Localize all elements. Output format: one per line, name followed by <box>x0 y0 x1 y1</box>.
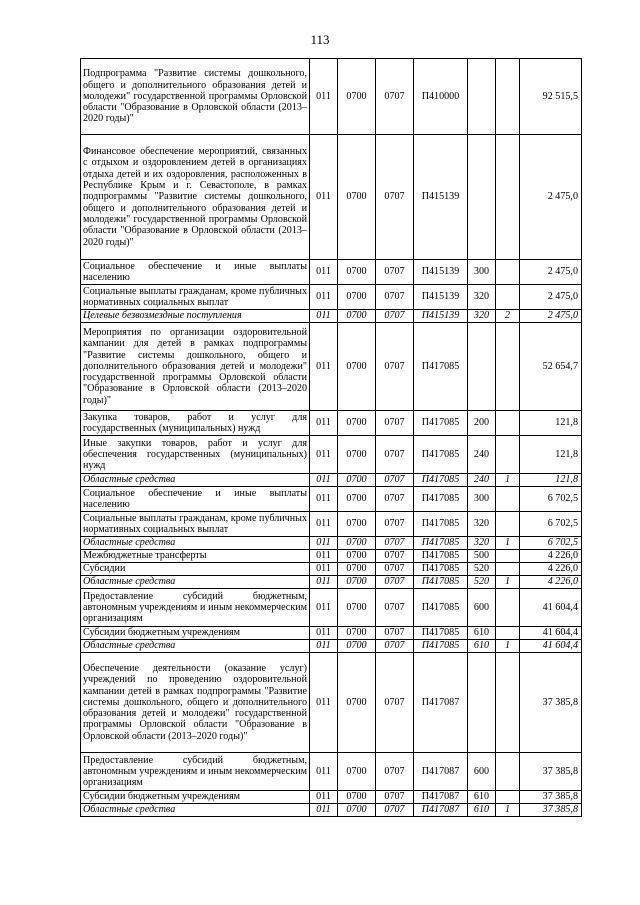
row-name-cell: Иные закупки товаров, работ и услуг для обеспечения государственных (муниципальных) нужд <box>81 436 310 474</box>
table-row <box>81 285 582 310</box>
row-name-cell: Социальные выплаты гражданам, кроме публичных нормативных социальных выплат <box>81 285 310 310</box>
target-article-cell: П417087 <box>414 753 468 791</box>
funding-source-cell: 1 <box>496 537 520 550</box>
row-name-cell: Социальное обеспечение и иные выплаты населению <box>81 260 310 285</box>
funding-source-cell <box>496 260 520 285</box>
table-row <box>81 804 582 817</box>
subsection-code-cell: 0707 <box>376 411 414 436</box>
admin-code-cell: 011 <box>310 260 338 285</box>
target-article-cell: П415139 <box>414 260 468 285</box>
target-article-cell: П417085 <box>414 640 468 653</box>
subsection-code-cell: 0707 <box>376 753 414 791</box>
row-name-cell: Субсидии бюджетным учреждениям <box>81 791 310 804</box>
section-code-cell: 0700 <box>338 537 376 550</box>
funding-source-cell: 1 <box>496 640 520 653</box>
section-code-cell: 0700 <box>338 260 376 285</box>
amount-cell: 6 702,5 <box>520 512 582 537</box>
expense-type-cell: 610 <box>468 627 496 640</box>
table-row <box>81 59 582 135</box>
funding-source-cell: 1 <box>496 576 520 589</box>
expense-type-cell: 520 <box>468 576 496 589</box>
subsection-code-cell: 0707 <box>376 627 414 640</box>
admin-code-cell: 011 <box>310 59 338 135</box>
subsection-code-cell: 0707 <box>376 135 414 260</box>
subsection-code-cell: 0707 <box>376 576 414 589</box>
table-row <box>81 653 582 753</box>
subsection-code-cell: 0707 <box>376 512 414 537</box>
admin-code-cell: 011 <box>310 753 338 791</box>
section-code-cell: 0700 <box>338 59 376 135</box>
amount-cell: 52 654,7 <box>520 323 582 411</box>
funding-source-cell <box>496 135 520 260</box>
amount-cell: 2 475,0 <box>520 135 582 260</box>
table-row <box>81 474 582 487</box>
amount-cell: 41 604,4 <box>520 640 582 653</box>
row-name-cell: Предоставление субсидий бюджетным, автономным учреждениям и иным некоммерческим организациям <box>81 589 310 627</box>
target-article-cell: П415139 <box>414 310 468 323</box>
table-row <box>81 753 582 791</box>
row-name-cell: Предоставление субсидий бюджетным, автономным учреждениям и иным некоммерческим организациям <box>81 753 310 791</box>
table-row <box>81 512 582 537</box>
funding-source-cell <box>496 436 520 474</box>
expense-type-cell <box>468 135 496 260</box>
admin-code-cell: 011 <box>310 474 338 487</box>
expense-type-cell: 320 <box>468 310 496 323</box>
admin-code-cell: 011 <box>310 653 338 753</box>
expense-type-cell: 320 <box>468 285 496 310</box>
subsection-code-cell: 0707 <box>376 474 414 487</box>
target-article-cell: П417085 <box>414 627 468 640</box>
funding-source-cell <box>496 589 520 627</box>
expense-type-cell: 240 <box>468 436 496 474</box>
funding-source-cell <box>496 753 520 791</box>
funding-source-cell <box>496 487 520 512</box>
amount-cell: 37 385,8 <box>520 791 582 804</box>
subsection-code-cell: 0707 <box>376 285 414 310</box>
table-row <box>81 411 582 436</box>
target-article-cell: П417085 <box>414 487 468 512</box>
target-article-cell: П417085 <box>414 576 468 589</box>
target-article-cell: П417085 <box>414 512 468 537</box>
subsection-code-cell: 0707 <box>376 487 414 512</box>
amount-cell: 4 226,0 <box>520 550 582 563</box>
funding-source-cell <box>496 411 520 436</box>
row-name-cell: Областные средства <box>81 474 310 487</box>
funding-source-cell <box>496 285 520 310</box>
expense-type-cell: 300 <box>468 487 496 512</box>
subsection-code-cell: 0707 <box>376 550 414 563</box>
amount-cell: 37 385,8 <box>520 804 582 817</box>
subsection-code-cell: 0707 <box>376 640 414 653</box>
admin-code-cell: 011 <box>310 589 338 627</box>
target-article-cell: П417085 <box>414 436 468 474</box>
section-code-cell: 0700 <box>338 310 376 323</box>
section-code-cell: 0700 <box>338 474 376 487</box>
section-code-cell: 0700 <box>338 753 376 791</box>
admin-code-cell: 011 <box>310 285 338 310</box>
table-row <box>81 487 582 512</box>
row-name-cell: Субсидии <box>81 563 310 576</box>
amount-cell: 121,8 <box>520 436 582 474</box>
admin-code-cell: 011 <box>310 135 338 260</box>
section-code-cell: 0700 <box>338 563 376 576</box>
section-code-cell: 0700 <box>338 589 376 627</box>
row-name-cell: Субсидии бюджетным учреждениям <box>81 627 310 640</box>
subsection-code-cell: 0707 <box>376 563 414 576</box>
expense-type-cell: 600 <box>468 589 496 627</box>
table-row <box>81 260 582 285</box>
amount-cell: 2 475,0 <box>520 310 582 323</box>
subsection-code-cell: 0707 <box>376 436 414 474</box>
target-article-cell: П415139 <box>414 285 468 310</box>
table-row <box>81 310 582 323</box>
admin-code-cell: 011 <box>310 323 338 411</box>
target-article-cell: П410000 <box>414 59 468 135</box>
row-name-cell: Межбюджетные трансферты <box>81 550 310 563</box>
row-name-cell: Областные средства <box>81 537 310 550</box>
row-name-cell: Социальные выплаты гражданам, кроме публичных нормативных социальных выплат <box>81 512 310 537</box>
expense-type-cell: 600 <box>468 753 496 791</box>
target-article-cell: П417085 <box>414 474 468 487</box>
funding-source-cell: 1 <box>496 474 520 487</box>
table-row <box>81 135 582 260</box>
target-article-cell: П417085 <box>414 550 468 563</box>
funding-source-cell <box>496 59 520 135</box>
amount-cell: 121,8 <box>520 411 582 436</box>
row-name-cell: Целевые безвозмездные поступления <box>81 310 310 323</box>
amount-cell: 41 604,4 <box>520 589 582 627</box>
admin-code-cell: 011 <box>310 487 338 512</box>
table-row <box>81 791 582 804</box>
subsection-code-cell: 0707 <box>376 59 414 135</box>
section-code-cell: 0700 <box>338 576 376 589</box>
table-row <box>81 550 582 563</box>
amount-cell: 6 702,5 <box>520 487 582 512</box>
section-code-cell: 0700 <box>338 550 376 563</box>
expense-type-cell: 610 <box>468 804 496 817</box>
subsection-code-cell: 0707 <box>376 260 414 285</box>
admin-code-cell: 011 <box>310 310 338 323</box>
subsection-code-cell: 0707 <box>376 804 414 817</box>
row-name-cell: Мероприятия по организации оздоровительной кампании для детей в рамках подпрограммы "Развитие системы дошкольного, общего и дополнительного образования детей и молодежи" государственной программы Орловской области "Образование в Орловской области (2013–2020 годы)" <box>81 323 310 411</box>
section-code-cell: 0700 <box>338 653 376 753</box>
target-article-cell: П415139 <box>414 135 468 260</box>
expense-type-cell: 500 <box>468 550 496 563</box>
expense-type-cell: 300 <box>468 260 496 285</box>
table-row <box>81 640 582 653</box>
expense-type-cell: 320 <box>468 537 496 550</box>
funding-source-cell <box>496 563 520 576</box>
table-row <box>81 627 582 640</box>
row-name-cell: Закупка товаров, работ и услуг для государственных (муниципальных) нужд <box>81 411 310 436</box>
admin-code-cell: 011 <box>310 550 338 563</box>
admin-code-cell: 011 <box>310 512 338 537</box>
admin-code-cell: 011 <box>310 537 338 550</box>
section-code-cell: 0700 <box>338 323 376 411</box>
subsection-code-cell: 0707 <box>376 537 414 550</box>
row-name-cell: Областные средства <box>81 804 310 817</box>
amount-cell: 41 604,4 <box>520 627 582 640</box>
subsection-code-cell: 0707 <box>376 653 414 753</box>
admin-code-cell: 011 <box>310 640 338 653</box>
page-number: 113 <box>310 32 330 47</box>
section-code-cell: 0700 <box>338 487 376 512</box>
table-row <box>81 537 582 550</box>
target-article-cell: П417085 <box>414 537 468 550</box>
amount-cell: 37 385,8 <box>520 653 582 753</box>
expense-type-cell: 240 <box>468 474 496 487</box>
expense-type-cell <box>468 653 496 753</box>
subsection-code-cell: 0707 <box>376 589 414 627</box>
table-row <box>81 589 582 627</box>
expense-type-cell: 320 <box>468 512 496 537</box>
target-article-cell: П417087 <box>414 791 468 804</box>
section-code-cell: 0700 <box>338 411 376 436</box>
row-name-cell: Финансовое обеспечение мероприятий, связанных с отдыхом и оздоровлением детей в организациях отдыха детей и их оздоровления, расположенных в Республике Крым и г. Севастополе, в рамках подпрограммы "Развитие системы дошкольного, общего и дополнительного образования детей и молодежи" государственной программы Орловской области "Образование в Орловской области (2013–2020 годы)" <box>81 135 310 260</box>
admin-code-cell: 011 <box>310 436 338 474</box>
budget-table <box>80 58 582 817</box>
table-row <box>81 563 582 576</box>
amount-cell: 4 226,0 <box>520 576 582 589</box>
table-row <box>81 323 582 411</box>
section-code-cell: 0700 <box>338 627 376 640</box>
subsection-code-cell: 0707 <box>376 791 414 804</box>
target-article-cell: П417085 <box>414 411 468 436</box>
amount-cell: 121,8 <box>520 474 582 487</box>
row-name-cell: Областные средства <box>81 576 310 589</box>
amount-cell: 37 385,8 <box>520 753 582 791</box>
table-row <box>81 576 582 589</box>
row-name-cell: Обеспечение деятельности (оказание услуг) учреждений по проведению оздоровительной кампании детей в рамках подпрограммы "Развитие системы дошкольного, общего и дополнительного образования детей и молодежи" государственной программы Орловской области "Образование в Орловской области (2013–2020 годы)" <box>81 653 310 753</box>
target-article-cell: П417085 <box>414 589 468 627</box>
section-code-cell: 0700 <box>338 135 376 260</box>
funding-source-cell <box>496 550 520 563</box>
expense-type-cell <box>468 323 496 411</box>
expense-type-cell <box>468 59 496 135</box>
expense-type-cell: 200 <box>468 411 496 436</box>
funding-source-cell <box>496 323 520 411</box>
admin-code-cell: 011 <box>310 804 338 817</box>
expense-type-cell: 610 <box>468 640 496 653</box>
funding-source-cell <box>496 653 520 753</box>
table-row <box>81 436 582 474</box>
funding-source-cell <box>496 627 520 640</box>
amount-cell: 2 475,0 <box>520 260 582 285</box>
amount-cell: 6 702,5 <box>520 537 582 550</box>
admin-code-cell: 011 <box>310 791 338 804</box>
row-name-cell: Социальное обеспечение и иные выплаты населению <box>81 487 310 512</box>
amount-cell: 2 475,0 <box>520 285 582 310</box>
expense-type-cell: 520 <box>468 563 496 576</box>
target-article-cell: П417085 <box>414 323 468 411</box>
row-name-cell: Областные средства <box>81 640 310 653</box>
admin-code-cell: 011 <box>310 576 338 589</box>
section-code-cell: 0700 <box>338 640 376 653</box>
funding-source-cell <box>496 791 520 804</box>
section-code-cell: 0700 <box>338 436 376 474</box>
budget-table-body <box>81 59 582 817</box>
section-code-cell: 0700 <box>338 285 376 310</box>
section-code-cell: 0700 <box>338 791 376 804</box>
section-code-cell: 0700 <box>338 804 376 817</box>
section-code-cell: 0700 <box>338 512 376 537</box>
admin-code-cell: 011 <box>310 627 338 640</box>
target-article-cell: П417087 <box>414 804 468 817</box>
amount-cell: 92 515,5 <box>520 59 582 135</box>
expense-type-cell: 610 <box>468 791 496 804</box>
admin-code-cell: 011 <box>310 411 338 436</box>
subsection-code-cell: 0707 <box>376 310 414 323</box>
funding-source-cell: 2 <box>496 310 520 323</box>
target-article-cell: П417087 <box>414 653 468 753</box>
amount-cell: 4 226,0 <box>520 563 582 576</box>
subsection-code-cell: 0707 <box>376 323 414 411</box>
row-name-cell: Подпрограмма "Развитие системы дошкольного, общего и дополнительного образования детей и молодежи" государственной программы Орловской области "Образование в Орловской области (2013–2020 годы)" <box>81 59 310 135</box>
admin-code-cell: 011 <box>310 563 338 576</box>
funding-source-cell: 1 <box>496 804 520 817</box>
funding-source-cell <box>496 512 520 537</box>
target-article-cell: П417085 <box>414 563 468 576</box>
